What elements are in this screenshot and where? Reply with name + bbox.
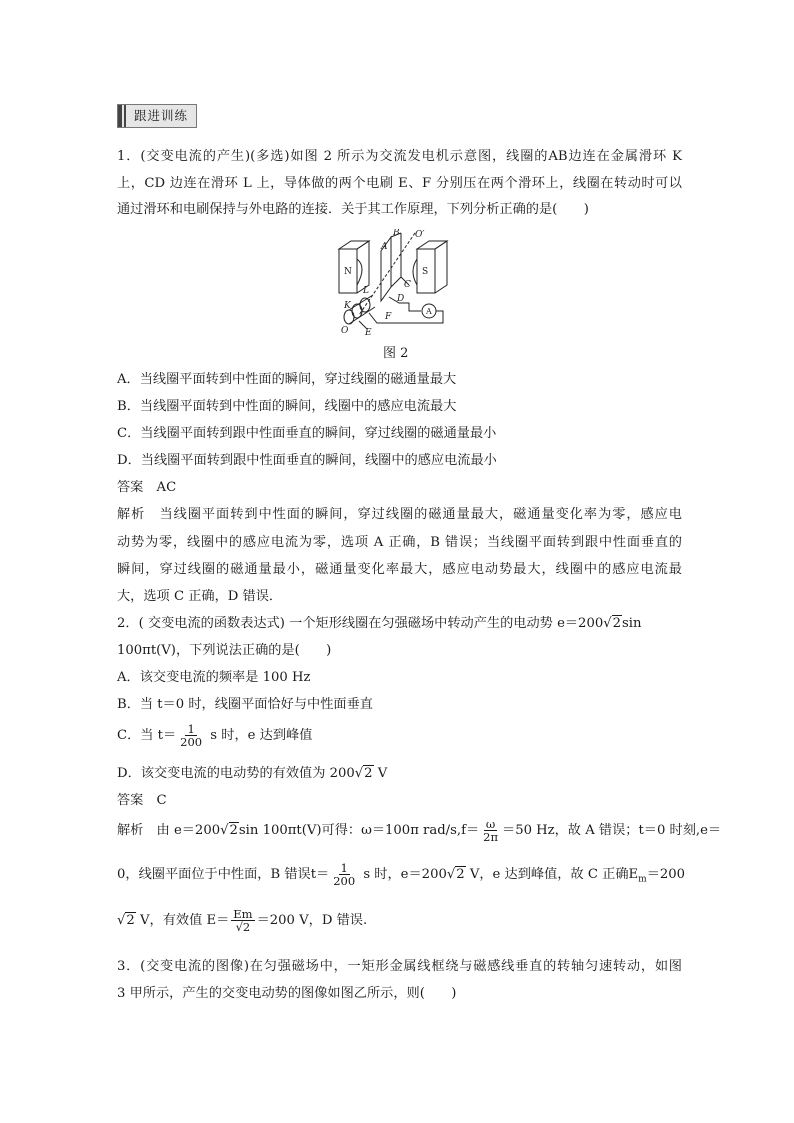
q2-analysis-1: 解析 由 e＝200√2sin 100πt(V)可得：ω＝100π rad/s,f＝ $\frac{\omega}{2\pi}$ ＝50 Hz，故 A 错误；t＝0 时刻,e＝: [117, 817, 722, 844]
label-s: S: [422, 267, 429, 277]
section-tag: [117, 104, 197, 128]
label-d: D: [397, 294, 405, 304]
q2-option-c: C．当 t＝ $\frac{1}{200}$ s 时，e 达到峰值: [117, 722, 313, 749]
figure-caption: 图 2: [383, 346, 409, 361]
sqrt-expr: √2: [354, 766, 373, 781]
fraction: $\frac{Em}{√2}$: [233, 907, 253, 934]
q2-option-b: B．当 t＝0 时，线圈平面恰好与中性面垂直: [117, 697, 373, 712]
fraction: $\frac{1}{200}$: [333, 861, 356, 888]
q1-answer: 答案 AC: [117, 480, 177, 495]
label-l: L: [363, 286, 369, 296]
section-title: 跟进训练: [134, 108, 189, 123]
q1-option-a: A．当线圈平面转到中性面的瞬间，穿过线圈的磁通量最大: [117, 372, 457, 387]
fraction: $\frac{1}{200}$: [180, 722, 203, 749]
label-o: O: [341, 326, 349, 336]
q1-analysis-2: 动势为零，线圈中的感应电流为零，选项 A 正确，B 错误；当线圈平面转到跟中性面垂直的: [117, 535, 682, 550]
label-e: E: [365, 328, 372, 337]
q2-line-1-text: 2．( 交变电流的函数表达式) 一个矩形线圈在匀强磁场中转动产生的电动势 e＝200: [117, 616, 604, 631]
label-k: K: [344, 301, 351, 311]
q2-analysis-2: 0，线圈平面位于中性面，B 错误t＝ $\frac{1}{200}$ s 时，e＝200√2 V，e 达到峰值，故 C 正确$E_m=200$: [117, 861, 686, 888]
sqrt-expr: √2: [220, 823, 238, 838]
q2-analysis-3: √2 V，有效值 E＝ $\frac{Em}{√2}$ ＝200 V，D 错误.: [117, 907, 368, 934]
magnet-n-top: [339, 241, 369, 249]
q1-line-1: 1．(交变电流的产生)(多选)如图 2 所示为交流发电机示意图，线圈的AB边连在金属滑环 K: [117, 149, 682, 164]
label-o-prime: O′: [415, 230, 425, 240]
q1-option-b: B．当线圈平面转到中性面的瞬间，线圈中的感应电流最大: [117, 399, 457, 414]
tag-bar-icon: [118, 105, 122, 127]
q1-option-c: C．当线圈平面转到跟中性面垂直的瞬间，穿过线圈的磁通量最小: [117, 426, 497, 441]
q2-option-d: D．该交变电流的电动势的有效值为 200√2 V: [117, 766, 388, 781]
q2-answer: 答案 C: [117, 793, 167, 808]
q1-analysis-1: 解析 当线圈平面转到中性面的瞬间，穿过线圈的磁通量最大，磁通量变化率为零，感应电: [117, 507, 682, 522]
label-ammeter: A: [426, 307, 432, 316]
q1-line-2: 上，CD 边连在滑环 L 上，导体做的两个电刷 E、F 分别压在两个滑环上，线圈在转动时可以: [117, 176, 682, 191]
section-header: [117, 104, 197, 133]
q1-analysis-3: 瞬间，穿过线圈的磁通量最小，磁通量变化率最大，感应电动势最大，线圈中的感应电流最: [117, 562, 682, 577]
sqrt-expr: √2: [446, 867, 465, 882]
sqrt-expr: √2: [117, 913, 135, 928]
q3-line-2: 3 甲所示，产生的交变电动势的图像如图乙所示，则( ): [117, 986, 457, 1001]
label-f: F: [385, 312, 392, 322]
q1-line-3: 通过滑环和电刷保持与外电路的连接．关于其工作原理，下列分析正确的是( ): [117, 202, 589, 217]
q2-line-1: 2．( 交变电流的函数表达式) 一个矩形线圈在匀强磁场中转动产生的电动势 e＝200√2sin: [117, 616, 642, 631]
sqrt-expr: √2: [603, 616, 622, 631]
q3-line-1: 3．(交变电流的图像)在匀强磁场中，一矩形金属线框绕与磁感线垂直的转轴匀速转动，如图: [117, 959, 682, 974]
label-b: B: [393, 229, 400, 238]
q2-option-a: A．该交变电流的频率是 100 Hz: [117, 670, 311, 685]
label-c: C: [404, 280, 411, 290]
q1-option-d: D．当线圈平面转到跟中性面垂直的瞬间，线圈中的感应电流最小: [117, 453, 497, 468]
label-n: N: [344, 267, 352, 277]
q2-line-2: 100πt(V)，下列说法正确的是( ): [117, 643, 332, 658]
generator-diagram: [329, 229, 457, 337]
tag-bar-icon: [124, 105, 126, 127]
q1-analysis-4: 大，选项 C 正确，D 错误．: [117, 589, 283, 604]
label-a: A: [381, 242, 388, 252]
fraction: $\frac{\omega}{2\pi}$: [483, 817, 499, 844]
